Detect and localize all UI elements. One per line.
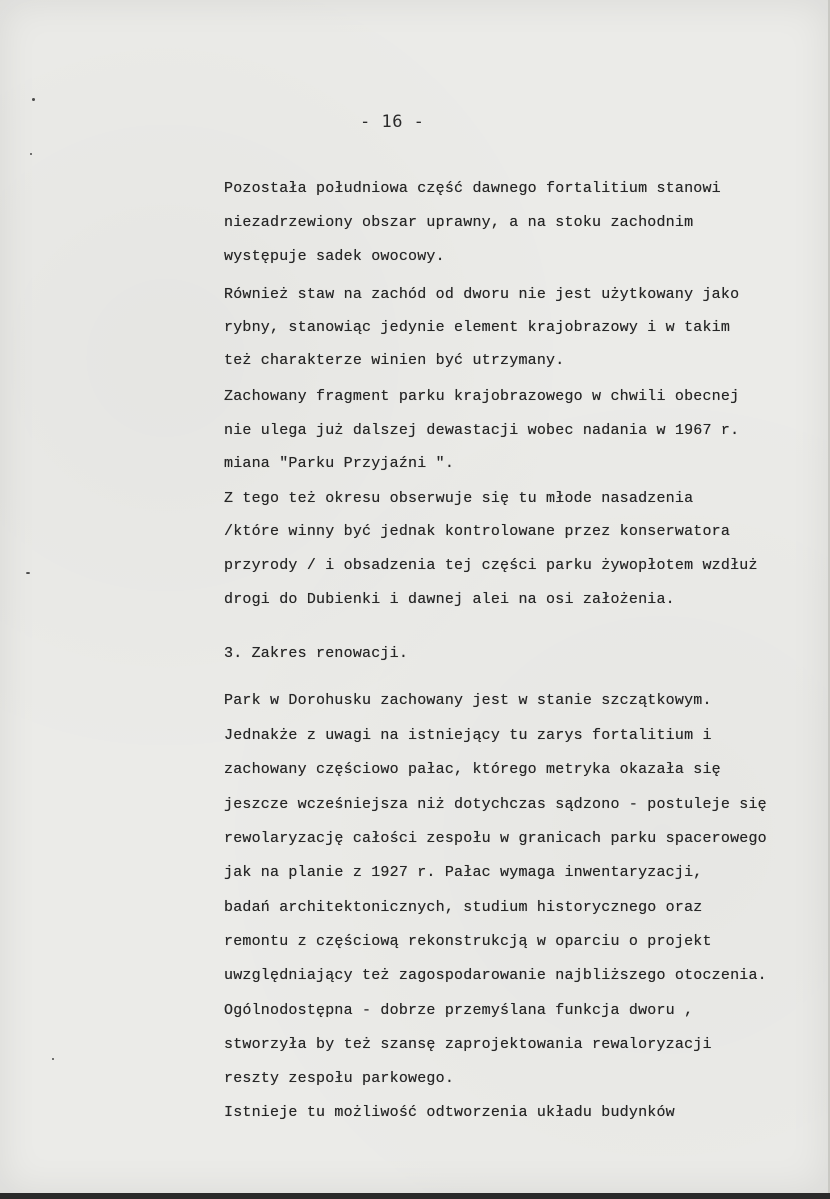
page-number: - 16 -	[360, 112, 425, 132]
text-line: Jednakże z uwagi na istniejący tu zarys fortalitium i	[224, 727, 712, 744]
text-line: badań architektonicznych, studium historycznego oraz	[224, 899, 703, 916]
text-line: /które winny być jednak kontrolowane przez konserwatora	[224, 523, 731, 540]
text-line: przyrody / i obsadzenia tej części parku żywopłotem wzdłuż	[224, 557, 758, 574]
text-line: jak na planie z 1927 r. Pałac wymaga inwentaryzacji,	[224, 864, 703, 881]
text-line: zachowany częściowo pałac, którego metryka okazała się	[224, 761, 721, 778]
text-line: uwzględniający też zagospodarowanie najbliższego otoczenia.	[224, 967, 767, 984]
text-line: stworzyła by też szansę zaprojektowania rewaloryzacji	[224, 1036, 712, 1053]
text-line: Z tego też okresu obserwuje się tu młode nasadzenia	[224, 490, 694, 507]
text-line: drogi do Dubienki i dawnej alei na osi założenia.	[224, 591, 675, 608]
paper-speck	[52, 1058, 54, 1060]
text-line: Zachowany fragment parku krajobrazowego w chwili obecnej	[224, 388, 740, 405]
text-line: występuje sadek owocowy.	[224, 248, 445, 265]
text-line: Pozostała południowa część dawnego fortalitium stanowi	[224, 180, 721, 197]
section-heading: 3. Zakres renowacji.	[224, 645, 409, 662]
scan-edge	[0, 1193, 830, 1199]
text-line: remontu z częściową rekonstrukcją w oparciu o projekt	[224, 933, 712, 950]
text-line: miana "Parku Przyjaźni ".	[224, 455, 455, 472]
paper-speck	[30, 153, 32, 155]
text-line: rybny, stanowiąc jedynie element krajobrazowy i w takim	[224, 319, 731, 336]
text-line: niezadrzewiony obszar uprawny, a na stoku zachodnim	[224, 214, 694, 231]
paper-speck	[32, 98, 35, 101]
text-line: Również staw na zachód od dworu nie jest użytkowany jako	[224, 286, 740, 303]
text-line: nie ulega już dalszej dewastacji wobec nadania w 1967 r.	[224, 422, 740, 439]
text-line: Ogólnodostępna - dobrze przemyślana funkcja dworu ,	[224, 1002, 694, 1019]
text-line: też charakterze winien być utrzymany.	[224, 352, 565, 369]
text-line: rewolaryzację całości zespołu w granicach parku spacerowego	[224, 830, 767, 847]
text-line: Park w Dorohusku zachowany jest w stanie szczątkowym.	[224, 692, 712, 709]
text-line: jeszcze wcześniejsza niż dotychczas sądzono - postuleje się	[224, 796, 767, 813]
text-line: Istnieje tu możliwość odtworzenia układu budynków	[224, 1104, 675, 1121]
paper-speck	[26, 572, 30, 574]
text-line: reszty zespołu parkowego.	[224, 1070, 455, 1087]
